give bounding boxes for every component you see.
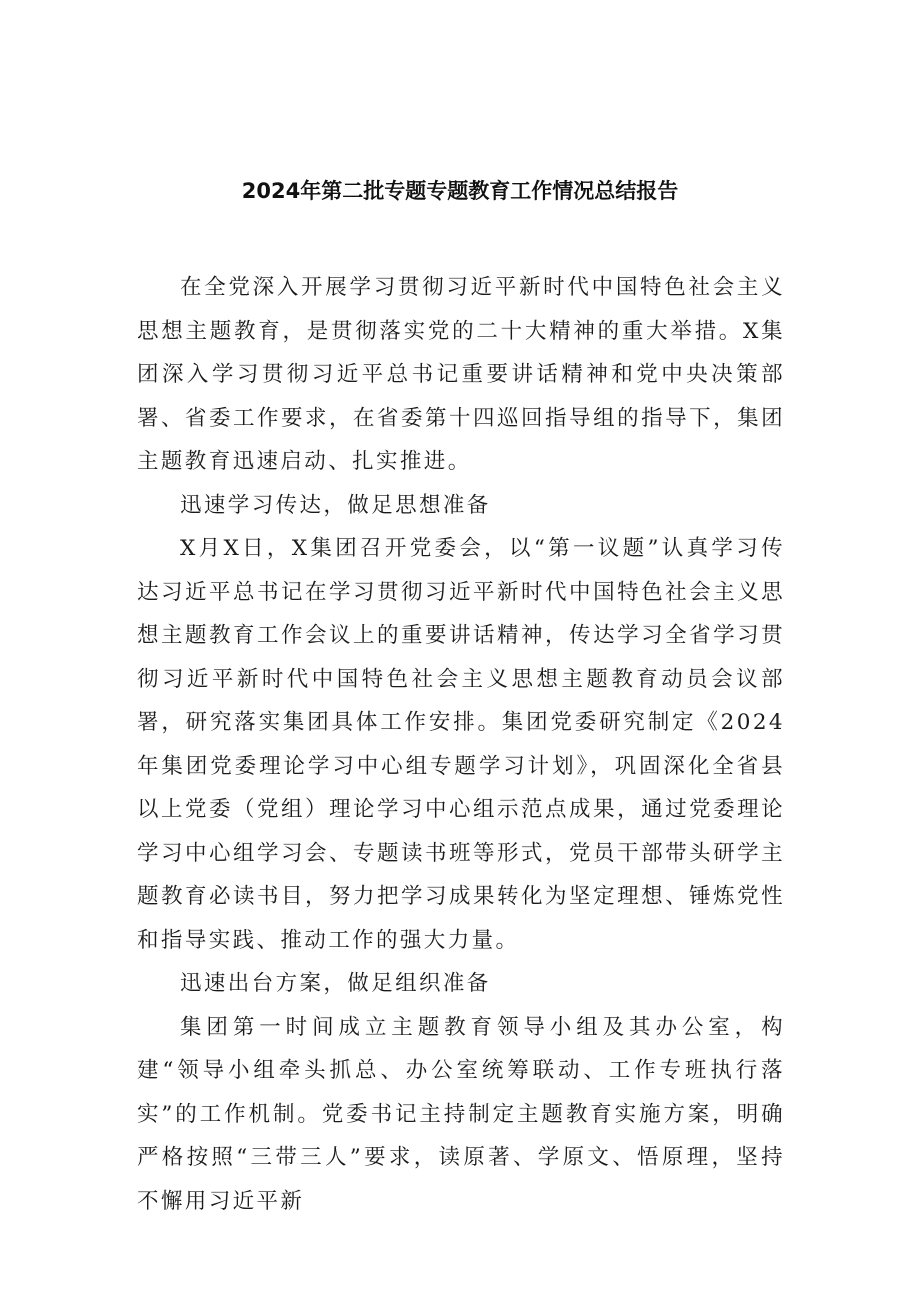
- section-2-paragraph: 集团第一时间成立主题教育领导小组及其办公室，构建“领导小组牵头抓总、办公室统筹联动、工作专班执行落实”的工作机制。党委书记主持制定主题教育实施方案，明确严格按照“三带三人”要求，读原著、学原文、悟原理，坚持不懈用习近平新: [137, 1014, 785, 1214]
- document-title: 2024年第二批专题专题教育工作情况总结报告: [241, 179, 679, 203]
- section-1-paragraph: X月X日，X集团召开党委会，以“第一议题”认真学习传达习近平总书记在学习贯彻习近平新时代中国特色社会主义思想主题教育工作会议上的重要讲话精神，传达学习全省学习贯彻习近平新时代中国特色社会主义思想主题教育动员会议部署，研究落实集团具体工作安排。集团党委研究制定《2024年集团党委理论学习中心组专题学习计划》，巩固深化全省县以上党委（党组）理论学习中心组示范点成果，通过党委理论学习中心组学习会、专题读书班等形式，党员干部带头研学主题教育必读书目，努力把学习成果转化为坚定理想、锤炼党性和指导实践、推动工作的强大力量。: [137, 536, 785, 953]
- section-heading-2: 迅速出台方案，做足组织准备: [180, 971, 491, 996]
- intro-paragraph: 在全党深入开展学习贯彻习近平新时代中国特色社会主义思想主题教育，是贯彻落实党的二十大精神的重大举措。X集团深入学习贯彻习近平总书记重要讲话精神和党中央决策部署、省委工作要求，在省委第十四巡回指导组的指导下，集团主题教育迅速启动、扎实推进。: [137, 275, 785, 474]
- section-heading-1: 迅速学习传达，做足思想准备: [180, 492, 491, 518]
- document-body: [137, 266, 785, 1223]
